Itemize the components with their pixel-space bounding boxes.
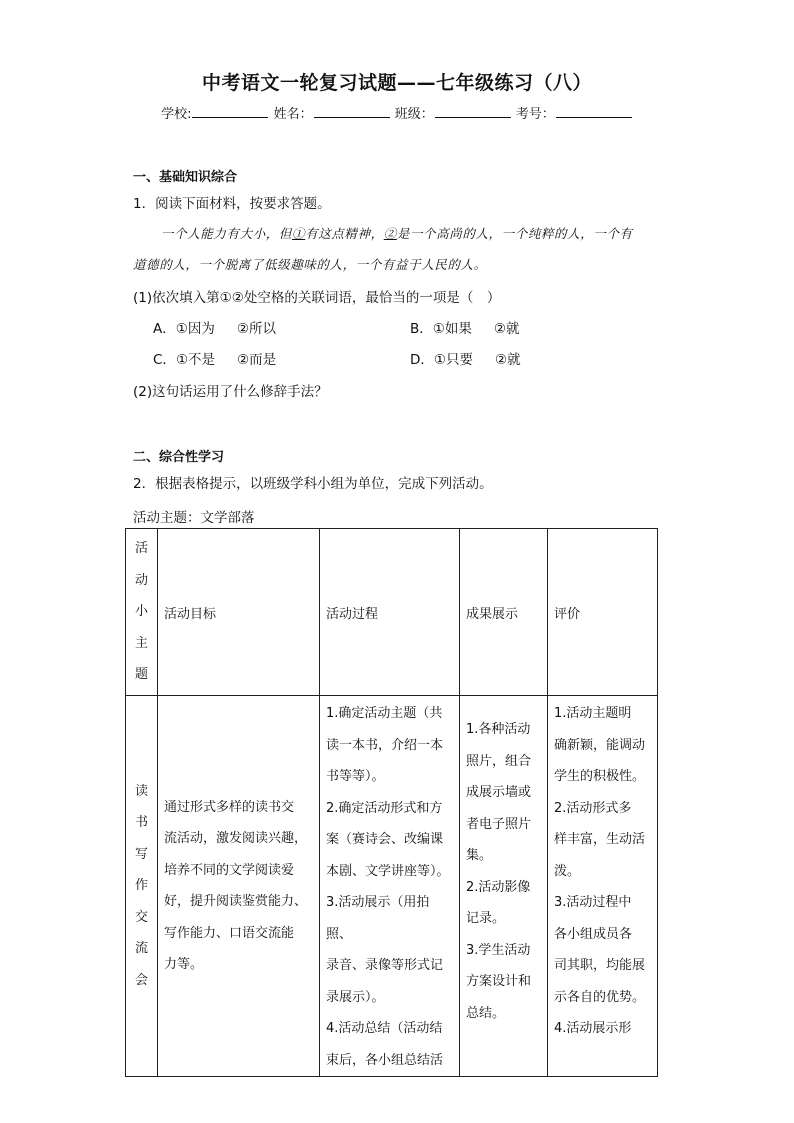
number-label: 考号：	[515, 107, 555, 122]
option-b[interactable]	[410, 317, 519, 337]
process-line: 2.确定活动形式和方	[326, 800, 443, 816]
header-result: 成果展示	[460, 529, 548, 696]
process-line: 束后，各小组总结活	[326, 1052, 444, 1068]
name-blank[interactable]	[314, 105, 390, 118]
option-blank-2: ②而是	[237, 352, 277, 368]
process-line: 书等等）。	[326, 769, 385, 784]
evaluation-line: 2.活动形式多	[554, 800, 632, 816]
result-line: 集。	[466, 848, 493, 863]
activity-table	[125, 528, 658, 1077]
vertical-char: 活	[134, 541, 148, 557]
evaluation-line: 1.活动主题明	[554, 706, 632, 721]
option-letter: B．	[410, 321, 433, 337]
option-d[interactable]	[410, 348, 521, 368]
vertical-char: 主	[134, 635, 148, 651]
result-line: 3.学生活动	[466, 942, 531, 958]
sub-question-2: (2)这句话运用了什么修辞手法？	[133, 384, 328, 400]
vertical-char: 交	[134, 909, 148, 925]
section2-heading: 二、综合性学习	[133, 450, 225, 465]
table-row	[126, 696, 658, 1077]
option-blank-1: ①如果	[432, 321, 472, 337]
option-blank-2: ②就	[495, 352, 521, 368]
school-label: 学校:	[161, 107, 192, 122]
evaluation-line: 学生的积极性。	[554, 769, 646, 784]
q1-prompt: 1．阅读下面材料，按要求答题。	[133, 196, 331, 212]
header-evaluation: 评价	[548, 529, 658, 696]
process-line: 1.确定活动主题（共	[326, 706, 443, 721]
blank-mark-1: ①	[292, 226, 306, 241]
process-line: 3.活动展示（用拍照、	[326, 895, 430, 942]
header-goal: 活动目标	[158, 529, 320, 696]
goal-line: 写作能力、口语交流能	[164, 925, 295, 941]
sub-question-1: (1)依次填入第①②处空格的关联词语，最恰当的一项是（ ）	[133, 290, 501, 306]
goal-cell	[158, 696, 320, 1077]
student-info-line	[0, 103, 794, 122]
q2-prompt: 2．根据表格提示，以班级学科小组为单位，完成下列活动。	[133, 476, 493, 492]
name-label: 姓名：	[273, 107, 313, 122]
evaluation-line: 各小组成员各	[554, 926, 633, 942]
header-process: 活动过程	[320, 529, 460, 696]
subtopic-cell	[126, 696, 158, 1077]
class-blank[interactable]	[435, 105, 511, 118]
passage-line-1	[161, 224, 633, 242]
class-label: 班级：	[394, 107, 434, 122]
result-line: 方案设计和	[466, 974, 532, 989]
process-line: 本剧、文学讲座等）。	[326, 863, 450, 879]
vertical-char: 书	[134, 815, 148, 831]
vertical-char: 会	[134, 972, 148, 988]
vertical-char: 小	[134, 604, 148, 620]
option-letter: D．	[410, 352, 434, 368]
process-cell	[320, 696, 460, 1077]
option-blank-1: ①不是	[175, 352, 216, 368]
passage-text: 有这点精神，	[305, 226, 384, 241]
option-blank-2: ②所以	[236, 321, 276, 337]
evaluation-line: 示各自的优势。	[554, 989, 646, 1005]
result-line: 1.各种活动	[466, 722, 531, 737]
process-line: 读一本书，介绍一本	[326, 737, 444, 753]
result-line: 成展示墙或	[466, 785, 532, 800]
vertical-char: 写	[134, 846, 148, 862]
option-letter: A．	[153, 321, 176, 337]
result-line: 者电子照片	[466, 816, 532, 832]
evaluation-line: 司其职，均能展	[554, 958, 646, 973]
vertical-char: 读	[134, 783, 148, 799]
evaluation-line: 确新颖，能调动	[554, 737, 646, 753]
process-line: 录音、录像等形式记	[326, 958, 444, 973]
school-blank[interactable]	[192, 105, 268, 118]
option-blank-1: ①因为	[175, 321, 215, 337]
option-letter: C．	[153, 352, 176, 368]
goal-line: 流活动，激发阅读兴趣，	[164, 831, 308, 846]
goal-line: 培养不同的文学阅读爱	[164, 862, 295, 878]
evaluation-line: 4.活动展示形	[554, 1021, 632, 1036]
result-line: 2.活动影像	[466, 879, 531, 895]
result-cell	[460, 696, 548, 1077]
goal-line: 通过形式多样的读书交	[164, 799, 295, 815]
vertical-char: 题	[134, 667, 148, 683]
evaluation-line: 3.活动过程中	[554, 895, 632, 910]
activity-theme: 活动主题：文学部落	[133, 510, 255, 526]
header-subtopic-cell	[126, 529, 158, 696]
passage-text: 是一个高尚的人，一个纯粹的人，一个有	[396, 226, 633, 241]
option-blank-2: ②就	[493, 321, 520, 337]
number-blank[interactable]	[556, 105, 632, 118]
vertical-char: 动	[134, 572, 148, 588]
evaluation-line: 样丰富，生动活	[554, 832, 646, 847]
section1-heading: 一、基础知识综合	[133, 170, 238, 185]
result-line: 照片，组合	[466, 753, 532, 769]
vertical-char: 作	[134, 878, 148, 894]
evaluation-cell	[548, 696, 658, 1077]
goal-line: 力等。	[164, 957, 204, 972]
process-line: 案（赛诗会、改编课	[326, 832, 444, 847]
page-title: 中考语文一轮复习试题——七年级练习（八）	[201, 72, 592, 94]
evaluation-line: 泼。	[554, 863, 581, 879]
process-line: 4.活动总结（活动结	[326, 1021, 443, 1036]
option-c[interactable]	[153, 348, 276, 368]
result-line: 记录。	[466, 911, 506, 926]
blank-mark-2: ②	[383, 226, 397, 241]
option-a[interactable]	[153, 317, 276, 337]
process-line: 录展示）。	[326, 989, 385, 1005]
vertical-char: 流	[134, 941, 148, 957]
result-line: 总结。	[466, 1005, 506, 1021]
option-blank-1: ①只要	[433, 352, 474, 368]
goal-line: 好，提升阅读鉴赏能力、	[164, 894, 308, 909]
passage-line-2: 道德的人，一个脱离了低级趣味的人，一个有益于人民的人。	[133, 257, 487, 272]
table-header-row	[126, 529, 658, 696]
passage-text: 一个人能力有大小，但	[161, 226, 293, 241]
